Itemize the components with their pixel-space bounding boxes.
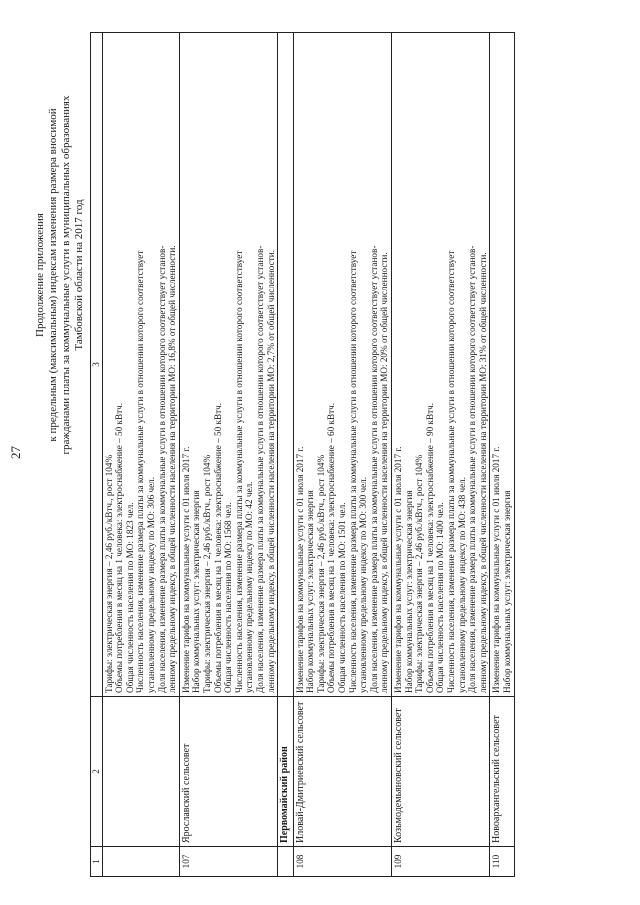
detail-line: установленному предельному индексу по МО: 42 чел.: [244, 481, 255, 693]
row-number: [102, 847, 179, 877]
table-row: [293, 33, 391, 877]
detail-line: Численность населения, изменение размера платы за коммунальные услуги в отношении которого соответствует: [446, 250, 456, 693]
header-line: гражданами платы за коммунальные услуги в муниципальных образованиях: [60, 95, 72, 455]
district-spacer: [278, 847, 294, 877]
district-row: [278, 33, 294, 877]
detail-line: Набор коммунальных услуг: электрическая энергия: [191, 490, 202, 693]
detail-line: Общая численность населения по МО: 1823 чел.: [124, 502, 135, 693]
detail-line: ленному предельному индексу, в общей численности населения на территории МО: 31% от общей численности.: [477, 252, 488, 693]
row-number: 107: [179, 847, 277, 877]
municipality-name: [102, 697, 179, 847]
column-number-row: [91, 33, 103, 877]
detail-line: Изменение тарифов на коммунальные услуги с 01 июля 2017 г.: [180, 446, 191, 693]
detail-line: Объемы потребления в месяц на 1 человека: электроснабжение – 90 кВтч.: [424, 402, 435, 693]
detail-line: Объемы потребления в месяц на 1 человека: электроснабжение – 50 кВтч.: [212, 402, 223, 693]
detail-line: Доля населения, изменение размера платы за коммунальные услуги в отношении которого соответствует установ-: [368, 245, 379, 693]
header-line: Продолжение приложения: [34, 213, 46, 337]
municipality-name: Козьмодемьяновский сельсовет: [392, 697, 490, 847]
row-details: [392, 33, 490, 697]
detail-line: Тарифы: электрическая энергия – 2,46 руб./кВтч., рост 104%: [103, 454, 114, 693]
detail-line: Изменение тарифов на коммунальные услуги с 01 июля 2017 г.: [294, 446, 305, 693]
page-number: 27: [8, 446, 23, 459]
detail-line: Тарифы: электрическая энергия – 2,46 руб./кВтч., рост 104%: [201, 454, 212, 693]
row-details: [102, 33, 179, 697]
detail-line: Доля населения, изменение размера платы за коммунальные услуги в отношении которого соответствует установ-: [467, 245, 478, 693]
row-number: 109: [392, 847, 490, 877]
municipality-name: Иловай-Дмитриевский сельсовет: [293, 697, 391, 847]
detail-line: Тарифы: электрическая энергия – 2,46 руб./кВтч., рост 104%: [315, 454, 326, 693]
detail-line: Объемы потребления в месяц на 1 человека: электроснабжение – 60 кВтч.: [326, 402, 337, 693]
detail-line: установленному предельному индексу по МО: 300 чел.: [358, 476, 369, 693]
district-spacer: [278, 33, 294, 697]
column-number: 3: [91, 33, 103, 697]
detail-line: Общая численность населения по МО: 1400 чел.: [435, 502, 446, 693]
detail-line: Доля населения, изменение размера платы за коммунальные услуги в отношении которого соответствует установ-: [156, 245, 167, 693]
detail-line: Доля населения, изменение размера платы за коммунальные услуги в отношении которого соответствует установ-: [254, 245, 265, 693]
row-details: [490, 33, 514, 697]
detail-line: Объемы потребления в месяц на 1 человека: электроснабжение – 50 кВтч.: [114, 402, 125, 693]
detail-line: Тарифы: электрическая энергия – 2,46 руб./кВтч., рост 104%: [414, 454, 425, 693]
detail-line: Набор коммунальных услуг: электрическая энергия: [501, 490, 512, 693]
utility-index-table: [90, 32, 515, 877]
row-details: [179, 33, 277, 697]
detail-line: Общая численность населения по МО: 1568 чел.: [223, 502, 234, 693]
row-number: 108: [293, 847, 391, 877]
appendix-header: [34, 40, 86, 510]
detail-line: Набор коммунальных услуг: электрическая энергия: [305, 490, 316, 693]
table-row: [392, 33, 490, 877]
detail-line: Численность населения, изменение размера платы за коммунальные услуги в отношении которого соответствует: [347, 250, 358, 693]
detail-line: Набор коммунальных услуг: электрическая энергия: [403, 490, 414, 693]
detail-line: Изменение тарифов на коммунальные услуги с 01 июля 2017 г.: [393, 446, 404, 693]
table-row: [490, 33, 514, 877]
detail-line: ленному предельному индексу, в общей численности населения на территории МО: 16,8% от общей численности.: [167, 245, 178, 693]
table-row: [102, 33, 179, 877]
column-number: 1: [91, 847, 103, 877]
detail-line: установленному предельному индексу по МО: 438 чел.: [456, 476, 467, 693]
detail-line: ленному предельному индексу, в общей численности населения на территории МО: 2,7% от общей численности.: [265, 250, 276, 693]
district-name: Первомайский район: [278, 697, 294, 847]
detail-line: Общая численность населения по МО: 1501 чел.: [337, 502, 348, 693]
header-line: Тамбовской области на 2017 год: [73, 199, 85, 351]
row-number: 110: [490, 847, 514, 877]
detail-line: ленному предельному индексу, в общей численности населения на территории МО: 20% от общей численности.: [379, 252, 390, 693]
header-line: к предельным (максимальным) индексам изменения размера вносимой: [47, 108, 59, 442]
detail-line: установленному предельному индексу по МО: 306 чел.: [145, 476, 156, 693]
detail-line: Численность населения, изменение размера платы за коммунальные услуги в отношении которого соответствует: [233, 250, 244, 693]
municipality-name: Новоархангельский сельсовет: [490, 697, 514, 847]
detail-line: Численность населения, изменение размера платы за коммунальные услуги в отношении которого соответствует: [135, 250, 146, 693]
municipality-name: Ярославский сельсовет: [179, 697, 277, 847]
row-details: [293, 33, 391, 697]
table-row: [179, 33, 277, 877]
column-number: 2: [91, 697, 103, 847]
detail-line: Изменение тарифов на коммунальные услуги с 01 июля 2017 г.: [491, 446, 502, 693]
